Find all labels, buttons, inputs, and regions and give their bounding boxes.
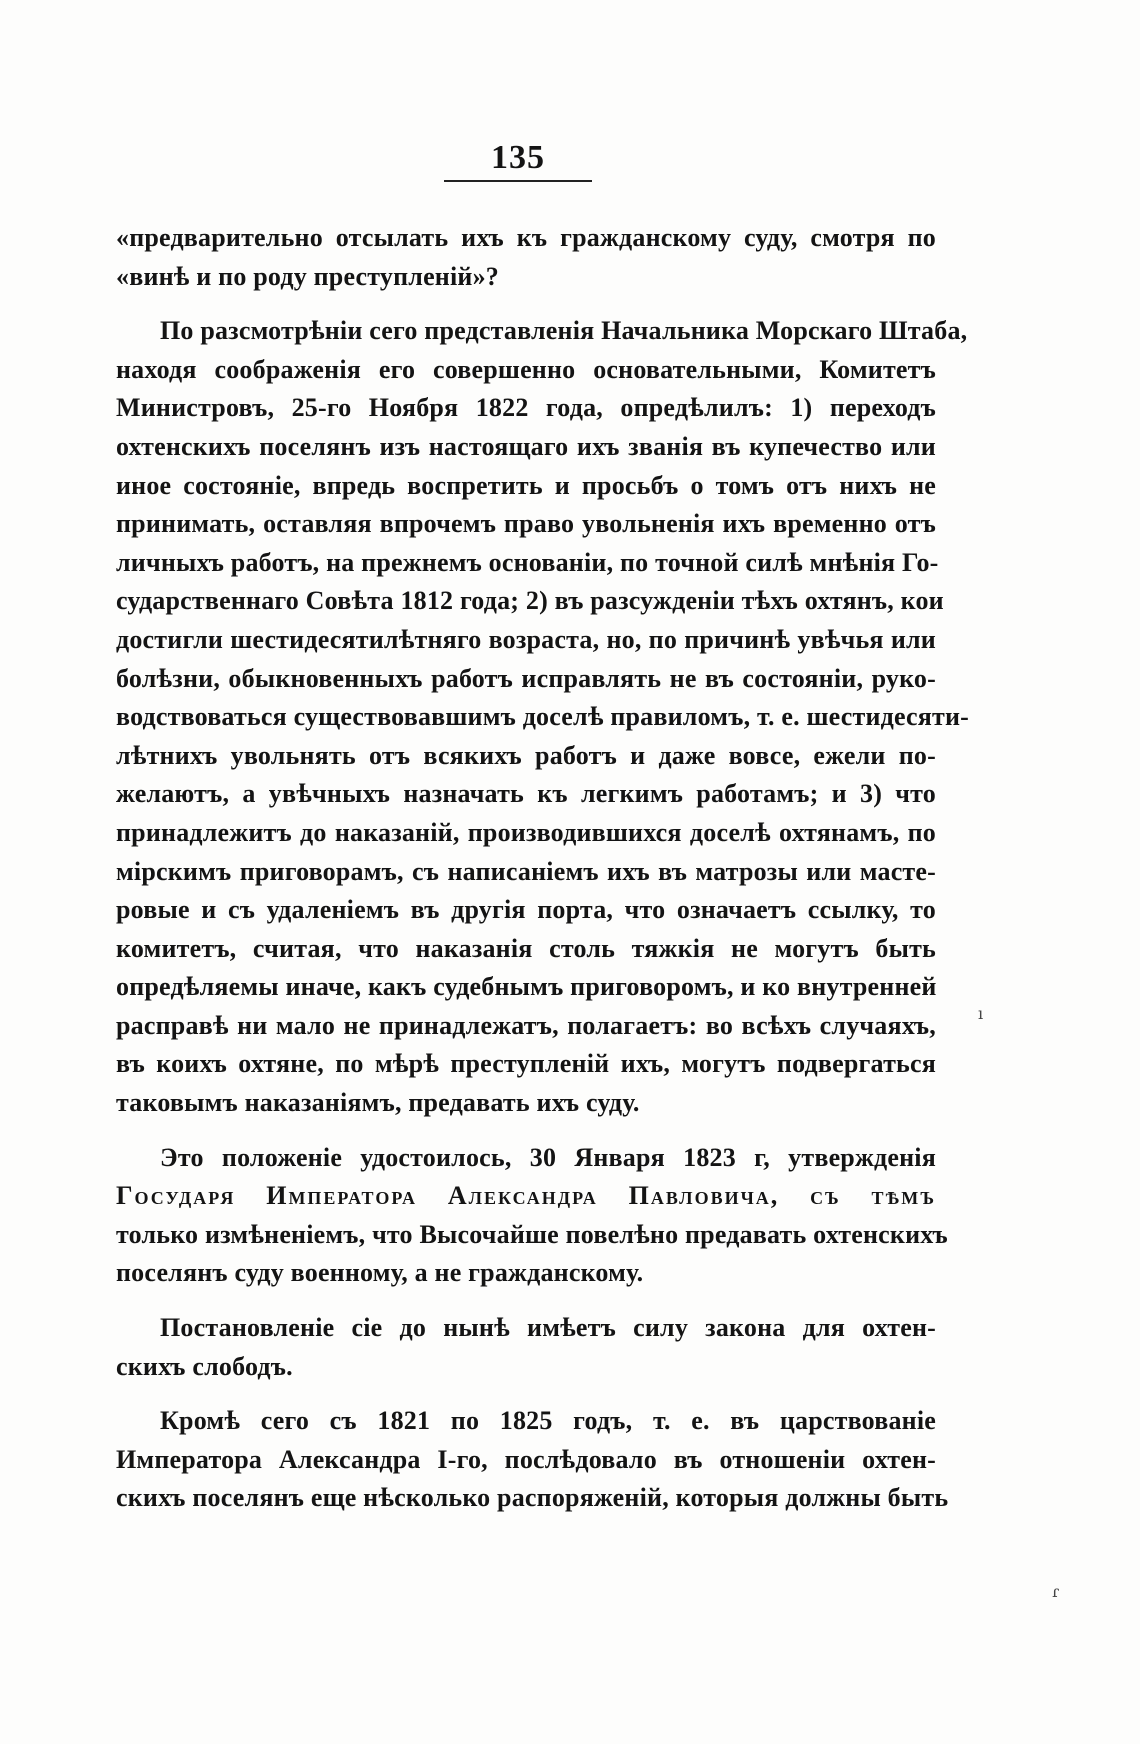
paragraph [116, 312, 970, 1122]
text-line: Министровъ, 25-го Ноября 1822 года, опредѣлилъ: 1) переходъ [116, 393, 936, 423]
text-line: Императора Александра I-го, послѣдовало въ отношеніи охтен- [116, 1444, 936, 1474]
text-line: Это положеніе удостоилось, 30 Января 1823 г, утвержденія [160, 1142, 936, 1172]
text-line: только измѣненіемъ, что Высочайше повелѣно предавать охтенскихъ [116, 1219, 948, 1249]
text-line: По разсмотрѣніи сего представленія Начальника Морскаго Штаба, [160, 316, 968, 346]
paragraph [116, 1402, 949, 1518]
text-line: опредѣляемы иначе, какъ судебнымъ приговоромъ, и ко внутренней [116, 972, 937, 1002]
text-line: сударственнаго Совѣта 1812 года; 2) въ разсужденіи тѣхъ охтянъ, кои [116, 586, 944, 616]
text-line: расправѣ ни мало не принадлежатъ, полагаетъ: во всѣхъ случаяхъ, [116, 1010, 936, 1040]
text-line: «предварительно отсылать ихъ къ гражданскому суду, смотря по [116, 223, 936, 252]
page-header [444, 140, 592, 182]
scan-speck: ɾ [1052, 1582, 1060, 1601]
text-line: «винѣ и по роду преступленій»? [116, 261, 499, 291]
page-number: 135 [491, 139, 545, 176]
text-line: скихъ поселянъ еще нѣсколько распоряженій, которыя должны быть [116, 1483, 949, 1513]
text-line: мірскимъ приговорамъ, съ написаніемъ ихъ въ матрозы или масте- [116, 856, 936, 886]
paragraph-gap [116, 1386, 936, 1402]
paragraph [116, 1139, 948, 1293]
text-line: принимать, оставляя впрочемъ право увольненія ихъ временно отъ [116, 509, 936, 539]
text-line: охтенскихъ поселянъ изъ настоящаго ихъ званія въ купечество или [116, 431, 936, 461]
text-line: таковымъ наказаніямъ, предавать ихъ суду. [116, 1088, 640, 1118]
text-line: комитетъ, считая, что наказанія столь тяжкія не могутъ быть [116, 933, 936, 963]
paragraph [116, 1309, 936, 1386]
text-line: иное состояніе, впредь воспретить и просьбъ о томъ отъ нихъ не [116, 470, 936, 500]
text-line: ровые и съ удаленіемъ въ другія порта, что означаетъ ссылку, то [116, 895, 936, 925]
text-line: Государя Императора Александра Павловича, съ тѣмъ [116, 1181, 936, 1211]
text-line: находя соображенія его совершенно основательными, Комитетъ [116, 354, 936, 384]
text-line: принадлежитъ до наказаній, производившихся доселѣ охтянамъ, по [116, 817, 936, 847]
header-rule [444, 180, 592, 182]
text-line: болѣзни, обыкновенныхъ работъ исправлять не въ состояніи, руко- [116, 663, 936, 693]
text-line: желаютъ, а увѣчныхъ назначать къ легкимъ работамъ; и 3) что [116, 779, 936, 809]
text-line: Кромѣ сего съ 1821 по 1825 годъ, т. е. въ царствованіе [160, 1406, 936, 1436]
text-line: водствоваться существовавшимъ доселѣ правиломъ, т. е. шестидесяти- [116, 702, 970, 732]
text-line: Постановленіе сіе до нынѣ имѣетъ силу закона для охтен- [160, 1313, 936, 1343]
text-line: лѣтнихъ увольнять отъ всякихъ работъ и даже вовсе, ежели по- [116, 740, 936, 770]
text-line: въ коихъ охтяне, по мѣрѣ преступленій ихъ, могутъ подвергаться [116, 1049, 936, 1079]
scan-speck: ı [978, 1004, 984, 1023]
paragraph [116, 219, 936, 296]
body-text [116, 219, 970, 1518]
text-line: скихъ слободъ. [116, 1351, 293, 1381]
paragraph-gap [116, 296, 936, 312]
text-line: личныхъ работъ, на прежнемъ основаніи, по точной силѣ мнѣнія Го- [116, 547, 939, 577]
paragraph-gap [116, 1293, 936, 1309]
text-line: поселянъ суду военному, а не гражданскому. [116, 1258, 644, 1288]
text-line: достигли шестидесятилѣтняго возраста, но, по причинѣ увѣчья или [116, 624, 936, 654]
paragraph-gap [116, 1123, 936, 1139]
